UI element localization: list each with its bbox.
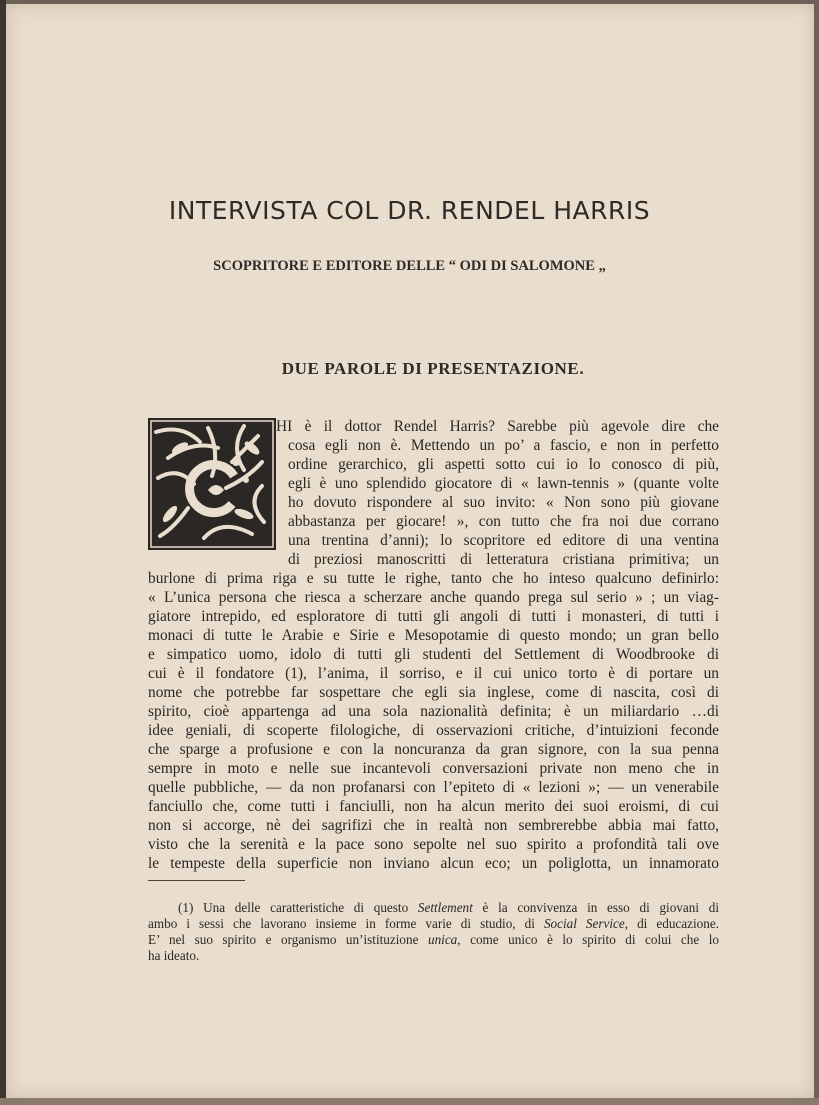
body-line-1: HI è il dottor Rendel Harris? Sarebbe più agevole dire che — [276, 418, 719, 435]
scan-edge-bottom — [0, 1098, 819, 1105]
body-line-6: abbastanza per giocare! », con tutto che fra noi due corrano — [288, 513, 719, 530]
body-line-20: quelle pubbliche, — da non profanarsi con l’epiteto di « lezioni »; — un venerabile — [148, 779, 719, 796]
footnote-rule — [148, 880, 245, 881]
ornamental-initial-c — [148, 418, 276, 550]
body-line-16: spirito, cioè appartenga ad una sola nazionalità definita; è un miliardario …di — [148, 703, 719, 720]
footnote-line-2: ambo i sessi che lavorano insieme in forme varie di studio, di Social Service, di educazione. — [148, 916, 719, 931]
body-line-2: cosa egli non è. Mettendo un po’ a fascio, e non in perfetto — [288, 437, 719, 454]
body-line-21: fanciullo che, come tutti i fanciulli, non ha alcun merito dei suoi eroismi, di cui — [148, 798, 719, 815]
body-line-4: egli è uno splendido giocatore di « lawn-tennis » (quante volte — [288, 475, 719, 492]
body-line-11: giatore intrepido, ed esploratore di tutti gli angoli di tutti i monasteri, di tutti i — [148, 608, 719, 625]
article-subtitle: SCOPRITORE E EDITORE DELLE “ ODI DI SALOMONE „ — [213, 258, 606, 274]
body-line-24: le tempeste della superficie non inviano alcun eco; un poliglotta, un innamorato — [148, 855, 719, 872]
footnote-line-4: ha ideato. — [148, 948, 200, 963]
body-line-22: non si accorge, nè dei sagrifizi che in realtà non sembrerebbe abbia mai fatto, — [148, 817, 719, 834]
body-line-18: che sparge a profusione e con la noncuranza da gran signore, con la sua penna — [148, 741, 719, 758]
body-line-3: ordine gerarchico, gli aspetti sotto cui io lo conosco di più, — [288, 456, 719, 473]
body-line-17: idee geniali, di scoperte filologiche, di osservazioni critiche, d’intuizioni feconde — [148, 722, 719, 739]
footnote-line-3: E’ nel suo spirito e organismo un’istituzione unica, come unico è lo spirito di colui che lo — [148, 932, 719, 947]
section-heading: DUE PAROLE DI PRESENTAZIONE. — [281, 359, 585, 378]
body-line-8: di preziosi manoscritti di letteratura cristiana primitiva; un — [288, 551, 719, 568]
body-line-10: « L’unica persona che riesca a scherzare anche quando prega sul serio » ; un viag- — [148, 589, 719, 606]
article-title: INTERVISTA COL DR. RENDEL HARRIS — [168, 196, 651, 225]
body-line-19: sempre in moto e nelle sue incantevoli conversazioni private non meno che in — [148, 760, 719, 777]
body-line-12: monaci di tutte le Arabie e Sirie e Mesopotamie di questo mondo; un gran bello — [148, 627, 719, 644]
body-line-23: visto che la serenità e la pace sono sepolte nel suo spirito a profondità tali ove — [148, 836, 719, 853]
body-line-15: nome che potrebbe far sospettare che egli sia inglese, come di nascita, così di — [148, 684, 719, 701]
body-line-5: ho dovuto rispondere al suo invito: « Non sono più giovane — [288, 494, 719, 511]
body-line-13: e simpatico uomo, idolo di tutti gli studenti del Settlement di Woodbrooke di — [148, 646, 719, 663]
footnote-line-1: (1) Una delle caratteristiche di questo Settlement è la convivenza in esso di giovani di — [178, 900, 719, 915]
body-line-9: burlone di prima riga e su tutte le righe, tanto che ho inteso qualcuno definirlo: — [148, 570, 719, 587]
body-line-14: cui è il fondatore (1), l’anima, il sorriso, e il cui unico torto è di portare un — [148, 665, 719, 682]
body-line-7: una trentina d’anni); lo scopritore ed editore di una ventina — [288, 532, 719, 549]
